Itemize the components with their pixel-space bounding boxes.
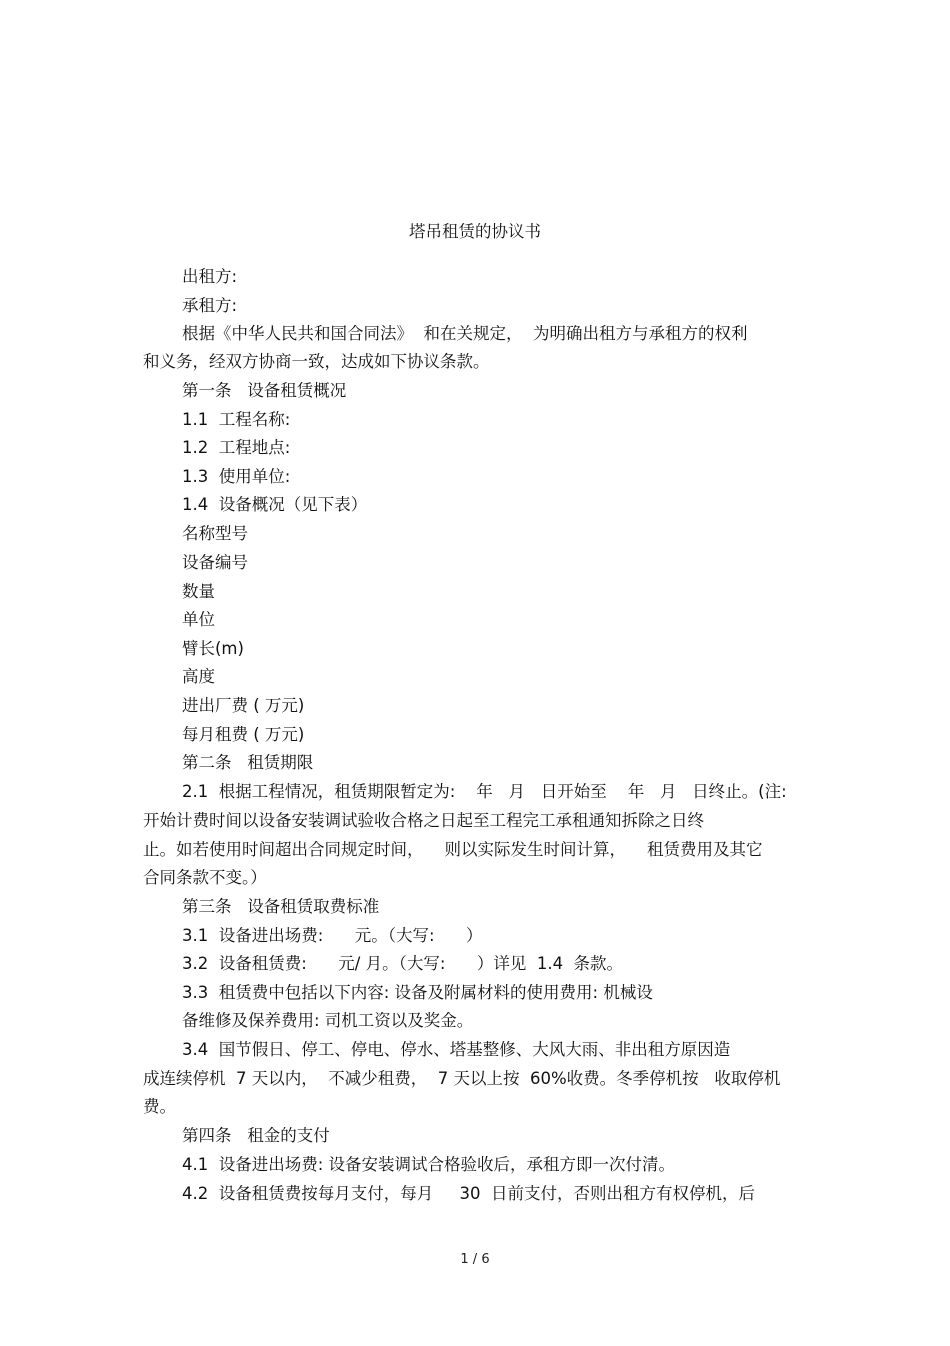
- section-heading: 第三条 设备租赁取费标准: [182, 897, 380, 916]
- text-line: 4.2 设备租赁费按每月支付，每月 30 日前支付，否则出租方有权停机，后: [182, 1184, 755, 1203]
- text-line: 根据《中华人民共和国合同法》 和在关规定， 为明确出租方与承租方的权利: [182, 324, 748, 343]
- text-line: 3.3 租赁费中包括以下内容: 设备及附属材料的使用费用: 机械设: [182, 983, 653, 1002]
- text-line: 止。如若使用时间超出合同规定时间， 则以实际发生时间计算， 租赁费用及其它: [143, 840, 763, 859]
- text-line: 名称型号: [182, 524, 248, 543]
- text-line: 和义务，经双方协商一致，达成如下协议条款。: [143, 352, 490, 371]
- text-line: 设备编号: [182, 553, 248, 572]
- text-line: 1.2 工程地点:: [182, 438, 291, 457]
- text-line: 1.4 设备概况（见下表）: [182, 495, 368, 514]
- section-heading: 第二条 租赁期限: [182, 753, 314, 772]
- text-line: 4.1 设备进出场费: 设备安装调试合格验收后，承租方即一次付清。: [182, 1155, 676, 1174]
- text-line: 出租方:: [182, 267, 238, 286]
- text-line: 1.3 使用单位:: [182, 467, 291, 486]
- text-line: 2.1 根据工程情况，租赁期限暂定为: 年 月 日开始至 年 月 日终止。(注:: [182, 782, 787, 801]
- page-indicator: 1 / 6: [460, 1252, 490, 1267]
- text-line: 进出厂费 ( 万元): [182, 696, 305, 715]
- text-line: 3.4 国节假日、停工、停电、停水、塔基整修、大风大雨、非出租方原因造: [182, 1040, 731, 1059]
- text-line: 臂长(m): [182, 639, 244, 658]
- text-line: 开始计费时间以设备安装调试验收合格之日起至工程完工承租通知拆除之日终: [143, 811, 704, 830]
- text-line: 合同条款不变。）: [143, 868, 267, 887]
- text-line: 费。: [143, 1097, 176, 1116]
- section-heading: 第四条 租金的支付: [182, 1126, 330, 1145]
- text-line: 3.2 设备租赁费: 元/ 月。（大写: ）详见 1.4 条款。: [182, 954, 624, 973]
- text-line: 成连续停机 7 天以内， 不减少租费， 7 天以上按 60%收费。冬季停机按 收取停机: [143, 1069, 781, 1088]
- text-line: 高度: [182, 667, 215, 686]
- text-line: 每月租费 ( 万元): [182, 725, 305, 744]
- text-line: 承租方:: [182, 296, 238, 315]
- text-line: 单位: [182, 610, 215, 629]
- section-heading: 第一条 设备租赁概况: [182, 381, 347, 400]
- text-line: 3.1 设备进出场费: 元。（大写: ）: [182, 926, 483, 945]
- text-line: 1.1 工程名称:: [182, 410, 291, 429]
- text-line: 数量: [182, 582, 215, 601]
- document-title: 塔吊租赁的协议书: [409, 222, 541, 241]
- text-line: 备维修及保养费用: 司机工资以及奖金。: [182, 1011, 474, 1030]
